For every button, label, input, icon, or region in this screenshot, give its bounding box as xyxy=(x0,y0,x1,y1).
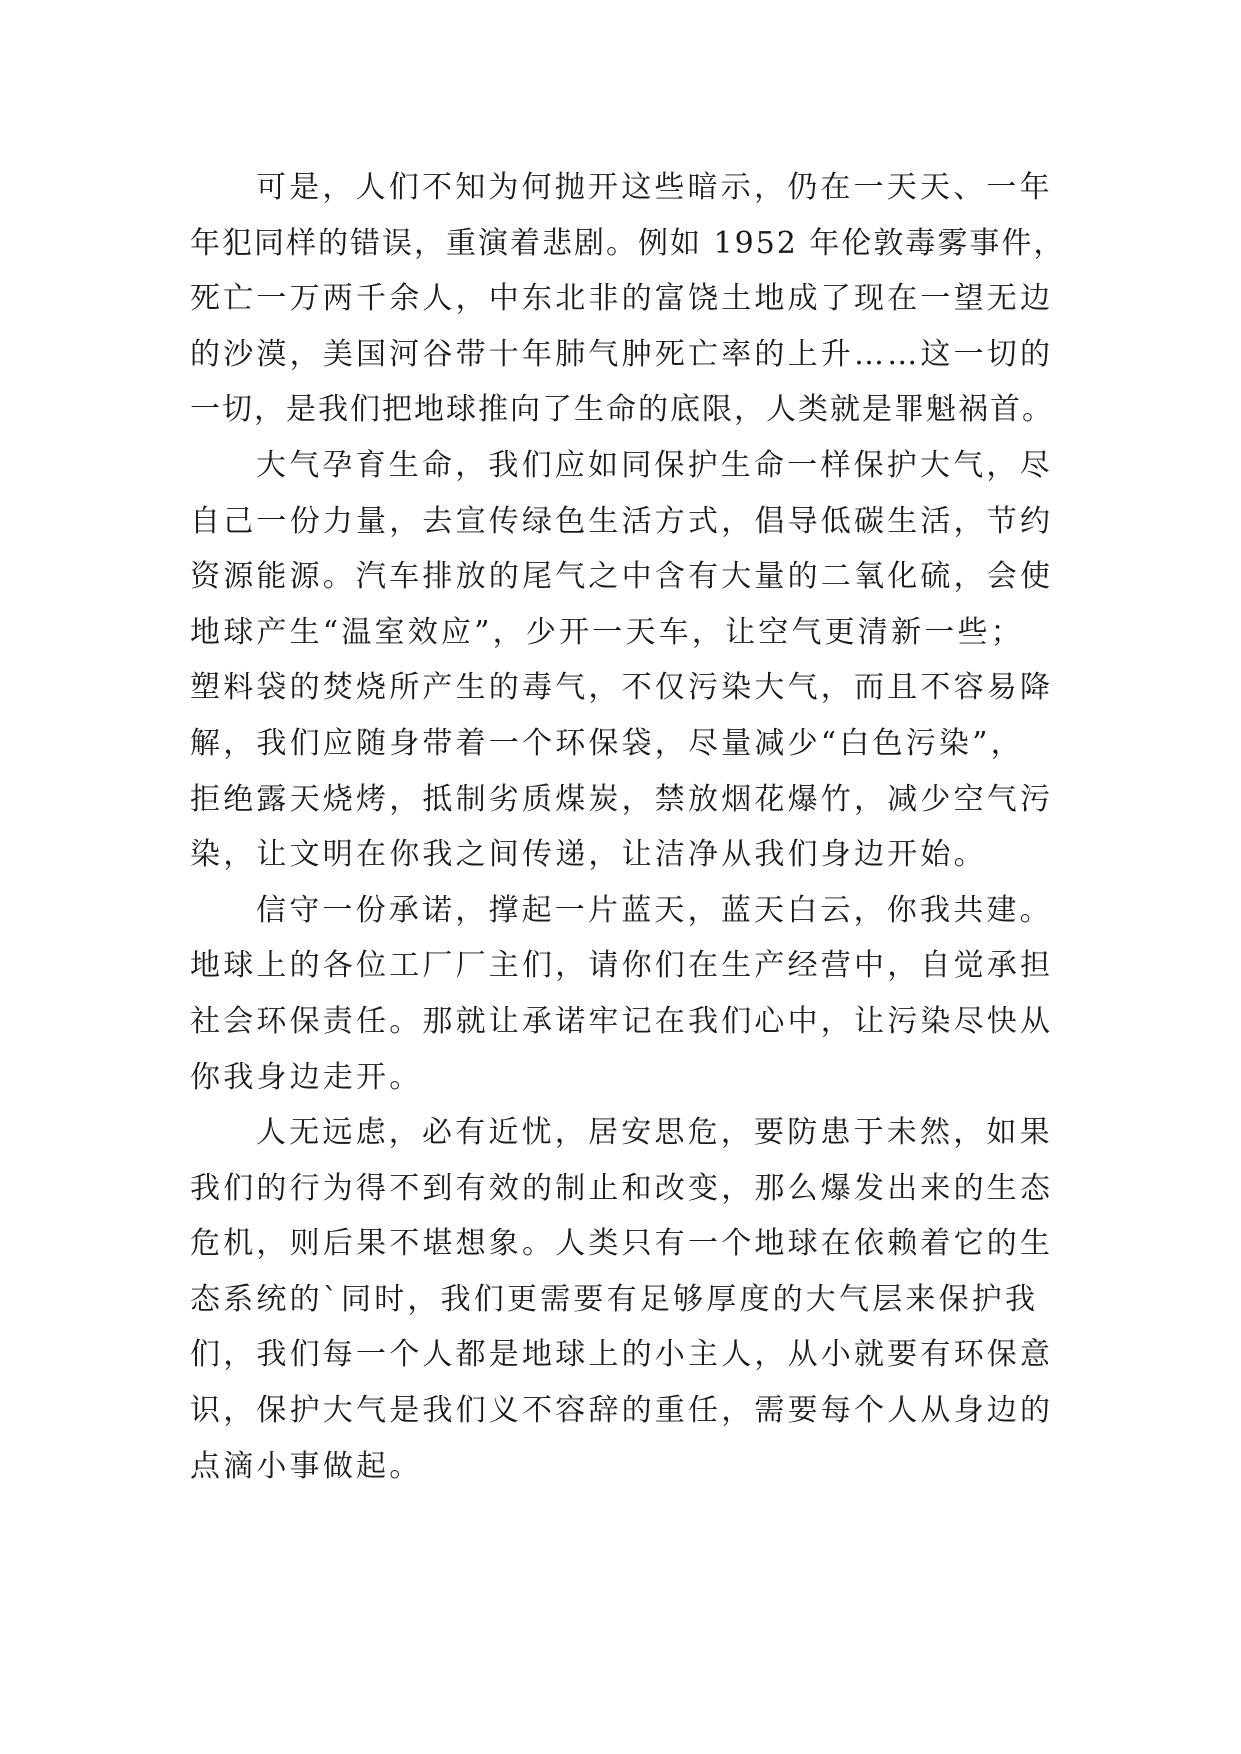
text-line: 解，我们应随身带着一个环保袋，尽量减少“白色污染”， xyxy=(190,725,1024,761)
text-line: 我们的行为得不到有效的制止和改变，那么爆发出来的生态 xyxy=(190,1170,1054,1206)
body-text xyxy=(190,160,1070,1494)
text-line: 塑料袋的焚烧所产生的毒气，不仅污染大气，而且不容易降 xyxy=(190,670,1054,706)
text-line: 们，我们每一个人都是地球上的小主人，从小就要有环保意 xyxy=(190,1337,1054,1373)
text-line: 人无远虑，必有近忧，居安思危，要防患于未然，如果 xyxy=(256,1115,1053,1151)
text-line: 死亡一万两千余人，中东北非的富饶土地成了现在一望无边 xyxy=(190,281,1054,317)
text-line: 点滴小事做起。 xyxy=(190,1448,423,1484)
text-line: 年犯同样的错误，重演着悲剧。例如 1952 年伦敦毒雾事件， xyxy=(190,225,1066,261)
text-line: 危机，则后果不堪想象。人类只有一个地球在依赖着它的生 xyxy=(190,1226,1054,1262)
text-line: 信守一份承诺，撑起一片蓝天，蓝天白云，你我共建。 xyxy=(256,892,1053,928)
paragraph xyxy=(190,160,1070,438)
text-line: 一切，是我们把地球推向了生命的底限，人类就是罪魁祸首。 xyxy=(190,392,1054,428)
text-line: 自己一份力量，去宣传绿色生活方式，倡导低碳生活，节约 xyxy=(190,503,1054,539)
text-line: 社会环保责任。那就让承诺牢记在我们心中，让污染尽快从 xyxy=(190,1003,1054,1039)
text-line: 资源能源。汽车排放的尾气之中含有大量的二氧化硫，会使 xyxy=(190,559,1054,595)
text-line: 拒绝露天烧烤，抵制劣质煤炭，禁放烟花爆竹，减少空气污 xyxy=(190,781,1054,817)
text-line: 染，让文明在你我之间传递，让洁净从我们身边开始。 xyxy=(190,837,987,873)
paragraph xyxy=(190,883,1070,1105)
paragraph xyxy=(190,1105,1070,1494)
text-line: 大气孕育生命，我们应如同保护生命一样保护大气，尽 xyxy=(256,447,1053,483)
text-line: 识，保护大气是我们义不容辞的重任，需要每个人从身边的 xyxy=(190,1393,1054,1429)
text-line: 的沙漠，美国河谷带十年肺气肿死亡率的上升……这一切的 xyxy=(190,336,1054,372)
text-line: 地球上的各位工厂厂主们，请你们在生产经营中，自觉承担 xyxy=(190,948,1054,984)
text-line: 可是，人们不知为何抛开这些暗示，仍在一天天、一年 xyxy=(256,170,1053,205)
text-line: 态系统的`同时，我们更需要有足够厚度的大气层来保护我 xyxy=(190,1281,1039,1317)
text-line: 你我身边走开。 xyxy=(190,1059,423,1095)
paragraph xyxy=(190,438,1070,883)
text-line: 地球产生“温室效应”，少开一天车，让空气更清新一些； xyxy=(190,614,1024,650)
